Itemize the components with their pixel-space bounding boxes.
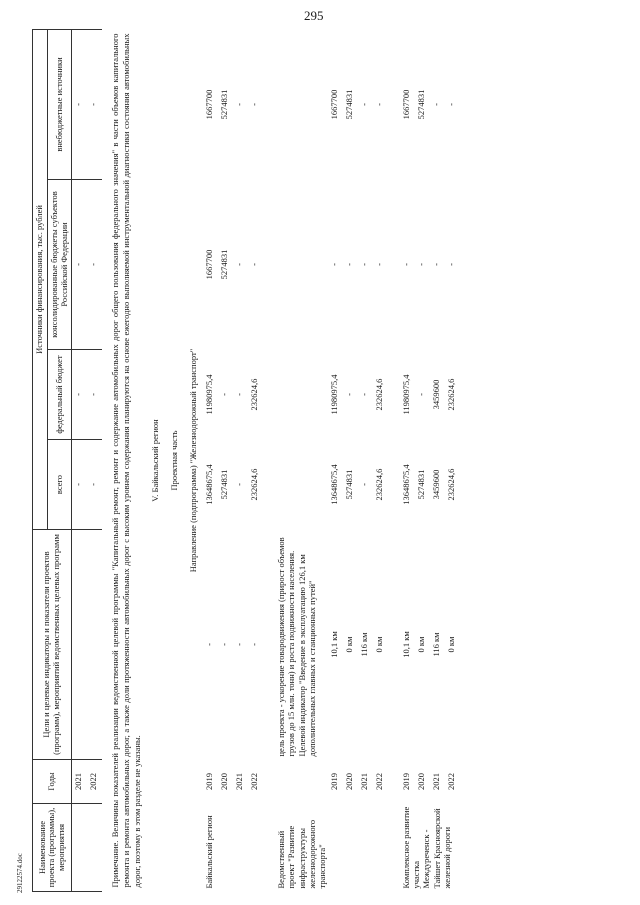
- direction-title: Направление (подпрограмма) "Железнодорожный транспорт": [188, 348, 199, 573]
- federal-cell: 11980975,4: [204, 374, 215, 415]
- total-cell: 5274831: [219, 469, 230, 500]
- km-cell: 116 км: [359, 632, 370, 657]
- regional-cell: -: [401, 263, 412, 266]
- km-cell: 10,1 км: [401, 631, 412, 658]
- federal-cell: 232624,6: [374, 378, 385, 411]
- total-cell: -: [359, 483, 370, 486]
- km-cell: 0 км: [446, 636, 457, 653]
- rotated-table-page: [32, 30, 637, 892]
- year-cell: 2020: [344, 773, 355, 790]
- km-cell: 10,1 км: [329, 631, 340, 658]
- offbudget-cell: 5274831: [416, 89, 427, 120]
- regional-cell: -: [72, 180, 88, 350]
- year-cell: 2020: [219, 773, 230, 790]
- header-sources: Источники финансирования, тыс. рублей: [33, 30, 48, 530]
- federal-cell: 232624,6: [446, 378, 457, 411]
- year-cell: 2022: [249, 773, 260, 790]
- regional-cell: -: [416, 263, 427, 266]
- year-cell: 2022: [446, 773, 457, 790]
- header-goals: Цели и целевые индикаторы и показатели проектов (программ), мероприятий ведомственных целевых программ: [33, 530, 72, 760]
- header-federal: федеральный бюджет: [47, 350, 72, 440]
- offbudget-cell: -: [374, 103, 385, 106]
- table-row: [430, 30, 445, 892]
- table-row: [358, 30, 373, 892]
- table-row: [275, 30, 328, 892]
- federal-cell: -: [359, 393, 370, 396]
- total-cell: -: [234, 483, 245, 486]
- year-cell: 2021: [234, 773, 245, 790]
- year-cell: 2019: [401, 773, 412, 790]
- goal-cell: -: [249, 643, 260, 646]
- offbudget-cell: -: [249, 103, 260, 106]
- regional-cell: -: [359, 263, 370, 266]
- table-row: [203, 30, 218, 892]
- federal-cell: -: [72, 350, 88, 440]
- total-cell: 232624,6: [374, 468, 385, 501]
- region-name: Байкальский регион: [204, 815, 215, 889]
- table-row: [373, 30, 388, 892]
- offbudget-cell: -: [446, 103, 457, 106]
- header-years: Годы: [33, 760, 72, 804]
- table-row: [400, 30, 415, 892]
- total-cell: 5274831: [416, 469, 427, 500]
- total-cell: -: [87, 440, 102, 530]
- offbudget-cell: -: [234, 103, 245, 106]
- table-row: [248, 30, 263, 892]
- year-cell: 2020: [416, 773, 427, 790]
- federal-cell: 11980975,4: [401, 374, 412, 415]
- regional-cell: -: [234, 263, 245, 266]
- year-cell: 2021: [359, 773, 370, 790]
- year-cell: 2019: [204, 773, 215, 790]
- total-cell: 232624,6: [249, 468, 260, 501]
- table-header: [33, 30, 72, 892]
- federal-cell: 11980975,4: [329, 374, 340, 415]
- federal-cell: -: [234, 393, 245, 396]
- total-cell: 5274831: [344, 469, 355, 500]
- offbudget-cell: 1667700: [401, 89, 412, 120]
- table-row: [233, 30, 248, 892]
- total-cell: 232624,6: [446, 468, 457, 501]
- regional-cell: -: [374, 263, 385, 266]
- part-title: Проектная часть: [169, 430, 180, 491]
- federal-cell: 3459600: [431, 379, 442, 410]
- year-cell: 2019: [329, 773, 340, 790]
- total-cell: -: [72, 440, 88, 530]
- year-cell: 2022: [374, 773, 385, 790]
- regional-cell: 5274831: [219, 249, 230, 280]
- table-row: [72, 30, 88, 892]
- header-offbudget: внебюджетные источники: [47, 30, 72, 180]
- regional-cell: 1667700: [204, 249, 215, 280]
- goal-cell: -: [204, 643, 215, 646]
- km-cell: 0 км: [374, 636, 385, 653]
- project-name: Комплексное развитие участка Междуреченск - Тайшет Красноярской железной дороги: [401, 806, 452, 889]
- header-name: Наименование проекта (программы), мероприятия: [33, 804, 72, 892]
- federal-cell: -: [416, 393, 427, 396]
- regional-cell: -: [446, 263, 457, 266]
- federal-cell: 232624,6: [249, 378, 260, 411]
- offbudget-cell: 1667700: [204, 89, 215, 120]
- regional-cell: -: [431, 263, 442, 266]
- note-paragraph: Примечание. Величины показателей реализации ведомственной целевой программы "Капитальный ремонт, ремонт и содержание автомобильных дорог общего пользования федерального значения" в части объемов капитального ремонта и ремонта автомобильных дорог, а также доли протяженности автомобильных дорог с высоким уровнем содержания планируются на основе ежегодно выполняемой инструментальной диагностики состояния автомобильных дорог, поэтому в этом разделе не указаны.: [110, 33, 142, 888]
- project-goal: цель проекта - ускорение товародвижения (прирост объемов грузов до 15 млн. тонн) и роста подвижности населения. Целевой индикатор "Введение в эксплуатацию 126,1 км дополнительных главных и станционных путей": [276, 537, 317, 757]
- table-row: [415, 30, 430, 892]
- regional-cell: -: [344, 263, 355, 266]
- offbudget-cell: -: [72, 30, 88, 180]
- total-cell: 13648675,4: [401, 464, 412, 505]
- financing-table: [32, 29, 460, 892]
- header-total: всего: [47, 440, 72, 530]
- regional-cell: -: [249, 263, 260, 266]
- header-regional: консолидированные бюджеты субъектов Российской Федерации: [47, 180, 72, 350]
- total-cell: 3459600: [431, 469, 442, 500]
- total-cell: 13648675,4: [204, 464, 215, 505]
- table-row: [87, 30, 102, 892]
- table-row: [328, 30, 343, 892]
- offbudget-cell: -: [87, 30, 102, 180]
- federal-cell: -: [87, 350, 102, 440]
- year-cell: 2021: [72, 760, 88, 804]
- offbudget-cell: 1667700: [329, 89, 340, 120]
- project-name: Ведомственный проект "Развитие инфраструктуры железнодорожного транспорта": [276, 819, 327, 889]
- federal-cell: -: [219, 393, 230, 396]
- offbudget-cell: -: [431, 103, 442, 106]
- regional-cell: -: [87, 180, 102, 350]
- table-row: [218, 30, 233, 892]
- km-cell: 0 км: [416, 636, 427, 653]
- offbudget-cell: 5274831: [219, 89, 230, 120]
- year-cell: 2022: [87, 760, 102, 804]
- page-number: 295: [304, 8, 324, 23]
- km-cell: 0 км: [344, 636, 355, 653]
- total-cell: 13648675,4: [329, 464, 340, 505]
- regional-cell: -: [329, 263, 340, 266]
- table-row: [343, 30, 358, 892]
- year-cell: 2021: [431, 773, 442, 790]
- footer-filename: 29122574.doc: [16, 853, 24, 893]
- offbudget-cell: -: [359, 103, 370, 106]
- offbudget-cell: 5274831: [344, 89, 355, 120]
- table-row: [445, 30, 460, 892]
- federal-cell: -: [344, 393, 355, 396]
- goal-cell: -: [219, 643, 230, 646]
- goal-cell: -: [234, 643, 245, 646]
- km-cell: 116 км: [431, 632, 442, 657]
- section-title: V. Байкальский регион: [150, 419, 161, 502]
